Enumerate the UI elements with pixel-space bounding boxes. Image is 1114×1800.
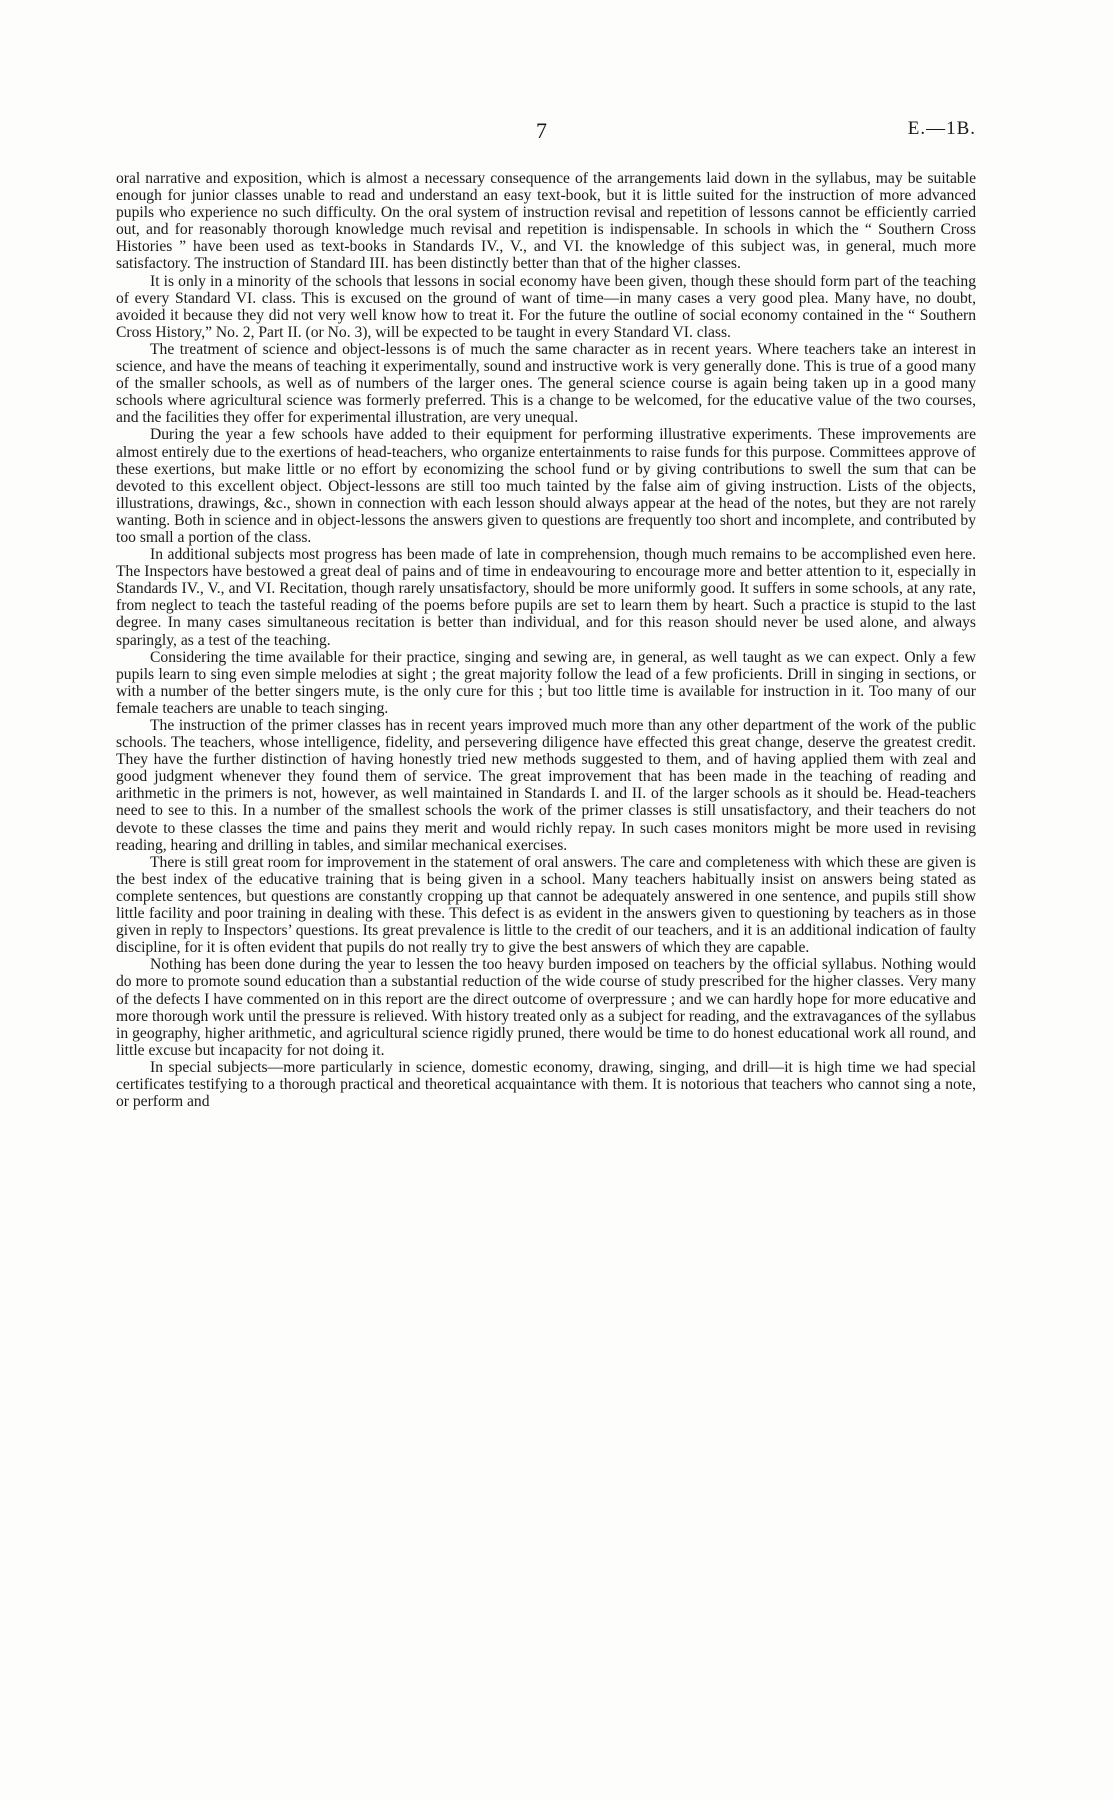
page-header (116, 118, 976, 148)
document-reference: E.—1B. (907, 118, 976, 139)
paragraph-oral-answers: There is still great room for improvement in the statement of oral answers. The care and completeness with which these are given is the best index of the educative training that is being given in a school. Many teachers habitually insist on answers being stated as complete sentences, but questions are constantly cropping up that cannot be adequately answered in one sentence, and pupils still show little facility and poor training in dealing with these. This defect is as evident in the answers given to questioning by teachers as in those given in reply to Inspectors’ questions. Its great prevalence is little to the credit of our teachers, and it is an additional indication of faulty discipline, for it is often evident that pupils do not really try to give the best answers of which they are capable. (116, 853, 976, 957)
paragraph-social-economy: It is only in a minority of the schools that lessons in social economy have been given, though these should form part of the teaching of every Standard VI. class. This is excused on the ground of want of time—in many cases a very good plea. Many have, no doubt, avoided it because they did not very well know how to treat it. For the future the outline of social economy contained in the “ Southern Cross History,” No. 2, Part II. (or No. 3), will be expected to be taught in every Standard VI. class. (116, 272, 976, 341)
paragraph-additional-subjects: In additional subjects most progress has been made of late in comprehension, though much remains to be accomplished even here. The Inspectors have bestowed a great deal of pains and of time in endeavouring to encourage more and better attention to it, especially in Standards IV., V., and VI. Recitation, though rarely unsatisfactory, should be more uniformly good. It suffers in some schools, at any rate, from neglect to teach the tasteful reading of the poems before pupils are set to learn them by heart. Such a practice is stupid to the last degree. In many cases simultaneous recitation is better than individual, and for this reason should never be used alone, and always sparingly, as a test of the teaching. (116, 546, 976, 649)
paragraph-primer-classes: The instruction of the primer classes has in recent years improved much more than any other department of the work of the public schools. The teachers, whose intelligence, fidelity, and persevering diligence have effected this great change, deserve the greatest credit. They have the further distinction of having honestly tried new methods suggested to them, and of having applied them with zeal and good judgment whenever they found them of service. The great improvement that has been made in the teaching of reading and arithmetic in the primers is not, however, as well maintained in Standards I. and II. of the larger schools as it should be. Head-teachers need to see to this. In a number of the smallest schools the work of the primer classes is still unsatisfactory, and their teachers do not devote to these classes the time and pains they merit and would richly repay. In such cases monitors might be more used in revising reading, hearing and drilling in tables, and similar mechanical exercises. (116, 717, 976, 854)
report-body (116, 170, 976, 1110)
page-number: 7 (536, 118, 548, 143)
paragraph-history-instruction: oral narrative and exposition, which is almost a necessary consequence of the arrangements laid down in the syllabus, may be suitable enough for junior classes unable to read and understand an easy text-book, but it is little suited for the instruction of more advanced pupils who experience no such difficulty. On the oral system of instruction revisal and repetition of lessons cannot be efficiently carried out, and for reasonably thorough knowledge much revisal and repetition is indispensable. In schools in which the “ Southern Cross Histories ” have been used as text-books in Standards IV., V., and VI. the knowledge of this subject was, in general, much more satisfactory. The instruction of Standard III. has been distinctly better than that of the higher classes. (116, 170, 976, 273)
paragraph-science-object-lessons: The treatment of science and object-lessons is of much the same character as in recent years. Where teachers take an interest in science, and have the means of teaching it experimentally, sound and instructive work is very generally done. This is true of a good many of the smaller schools, as well as of numbers of the larger ones. The general science course is again being taken up in a good many schools where agricultural science was formerly preferred. This is a change to be welcomed, for the educative value of the two courses, and the facilities they offer for experimental illustration, are very unequal. (116, 340, 976, 427)
paragraph-syllabus-burden: Nothing has been done during the year to lessen the too heavy burden imposed on teachers by the official syllabus. Nothing would do more to promote sound education than a substantial reduction of the wide course of study prescribed for the higher classes. Very many of the defects I have commented on in this report are the direct outcome of overpressure ; and we can hardly hope for more educative and more thorough work until the pressure is relieved. With history treated only as a subject for reading, and the extravagances of the syllabus in geography, higher arithmetic, and agricultural science rigidly pruned, there would be time to do honest educational work all round, and little excuse but incapacity for not doing it. (116, 956, 976, 1059)
paragraph-equipment-experiments: During the year a few schools have added to their equipment for performing illustrative experiments. These improvements are almost entirely due to the exertions of head-teachers, who organize entertainments to raise funds for this purpose. Committees approve of these exertions, but make little or no effort by economizing the school fund or by giving contributions to swell the sum that can be devoted to this excellent object. Object-lessons are still too much tainted by the false aim of giving instruction. Lists of the objects, illustrations, drawings, &c., shown in connection with each lesson should always appear at the head of the notes, but they are not rarely wanting. Both in science and in object-lessons the answers given to questions are frequently too short and incomplete, and contributed by too small a portion of the class. (116, 426, 976, 546)
paragraph-singing-sewing: Considering the time available for their practice, singing and sewing are, in general, as well taught as we can expect. Only a few pupils learn to sing even simple melodies at sight ; the great majority follow the lead of a few proficients. Drill in singing in sections, or with a number of the better singers mute, is the only cure for this ; but too little time is available for instruction in it. Too many of our female teachers are unable to teach singing. (116, 648, 976, 717)
paragraph-special-subjects: In special subjects—more particularly in science, domestic economy, drawing, singing, and drill—it is high time we had special certificates testifying to a thorough practical and theoretical acquaintance with them. It is notorious that teachers who cannot sing a note, or perform and (116, 1058, 976, 1111)
